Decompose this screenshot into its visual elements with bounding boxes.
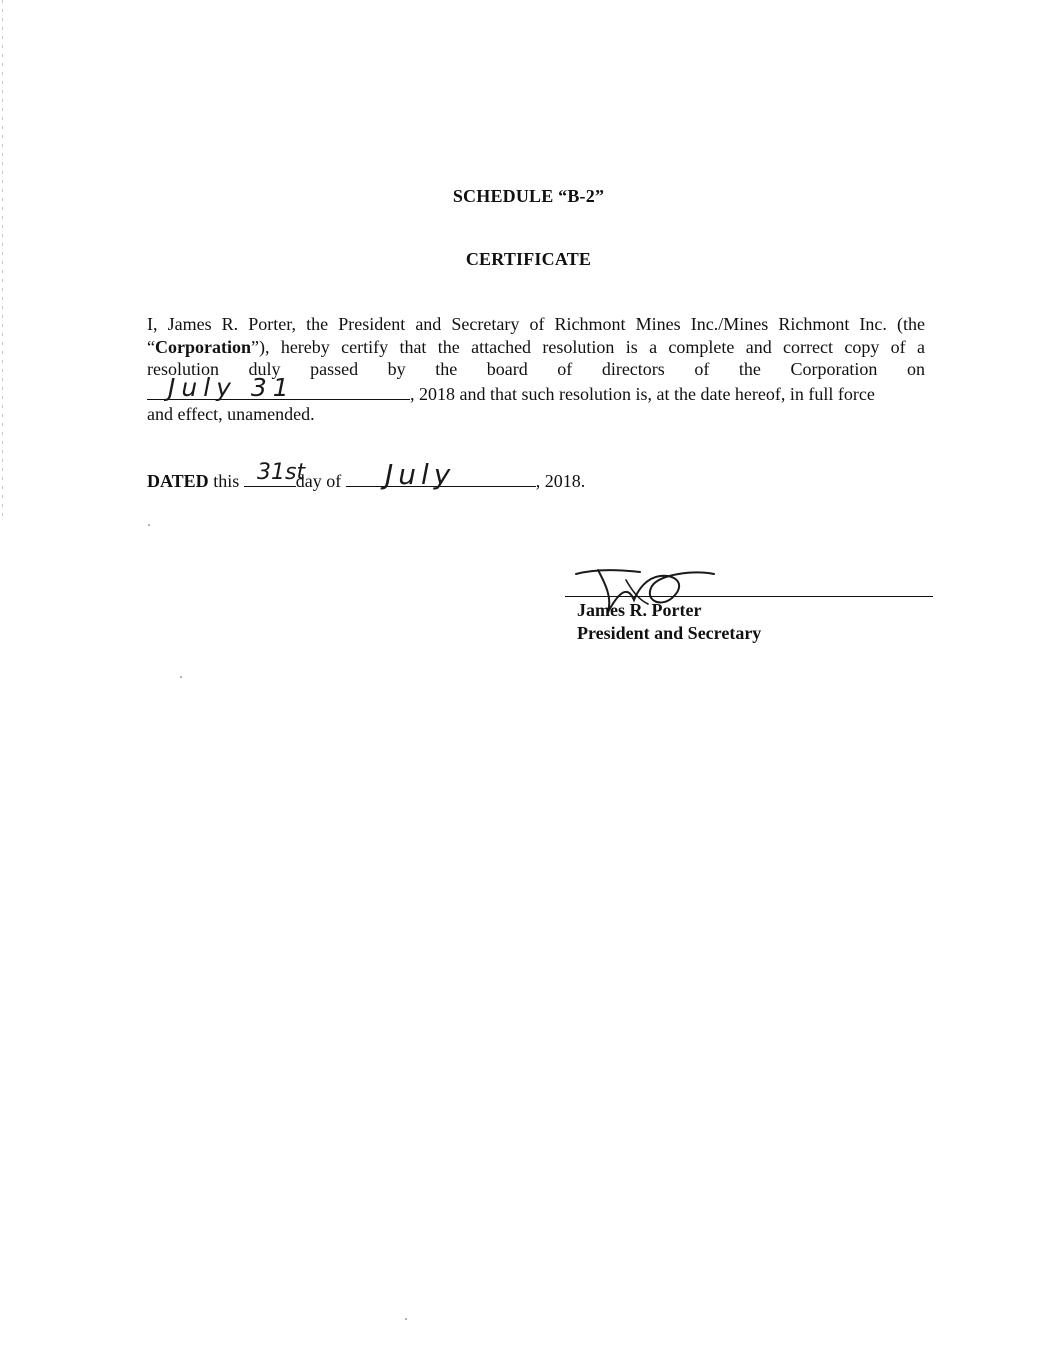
dated-label: DATED [147, 471, 209, 491]
stray-mark [180, 676, 182, 678]
handwritten-resolution-date: July 31 [168, 373, 295, 402]
handwritten-month: July [385, 458, 456, 491]
paragraph-line-4-rest: , 2018 and that such resolution is, at the date hereof, in full force [410, 384, 875, 404]
paragraph-line-2-rest: ”), hereby certify that the attached resolution is a complete and correct copy of a [251, 337, 925, 357]
paragraph-line-2 [147, 336, 925, 359]
stray-mark [148, 524, 150, 526]
signatory-title: President and Secretary [577, 623, 762, 643]
paragraph-line-5: and effect, unamended. [147, 404, 315, 424]
signature-line [565, 596, 933, 597]
certificate-title: CERTIFICATE [465, 249, 592, 269]
stray-mark [405, 1318, 407, 1320]
dated-this: this [213, 471, 240, 491]
schedule-title: SCHEDULE “B-2” [452, 186, 605, 206]
signatory-name: James R. Porter [577, 600, 702, 620]
handwritten-day: 31st [257, 460, 306, 485]
dated-year-suffix: , 2018. [535, 471, 586, 491]
dated-day-of: day of [295, 471, 342, 491]
quote-open: “ [147, 337, 155, 357]
paragraph-line-3: resolution duly passed by the board of directors of the Corporation on [147, 359, 925, 379]
corporation-term: Corporation [155, 337, 251, 357]
paragraph-line-1: I, James R. Porter, the President and Secretary of Richmont Mines Inc./Mines Richmont Inc. (the [147, 314, 925, 334]
